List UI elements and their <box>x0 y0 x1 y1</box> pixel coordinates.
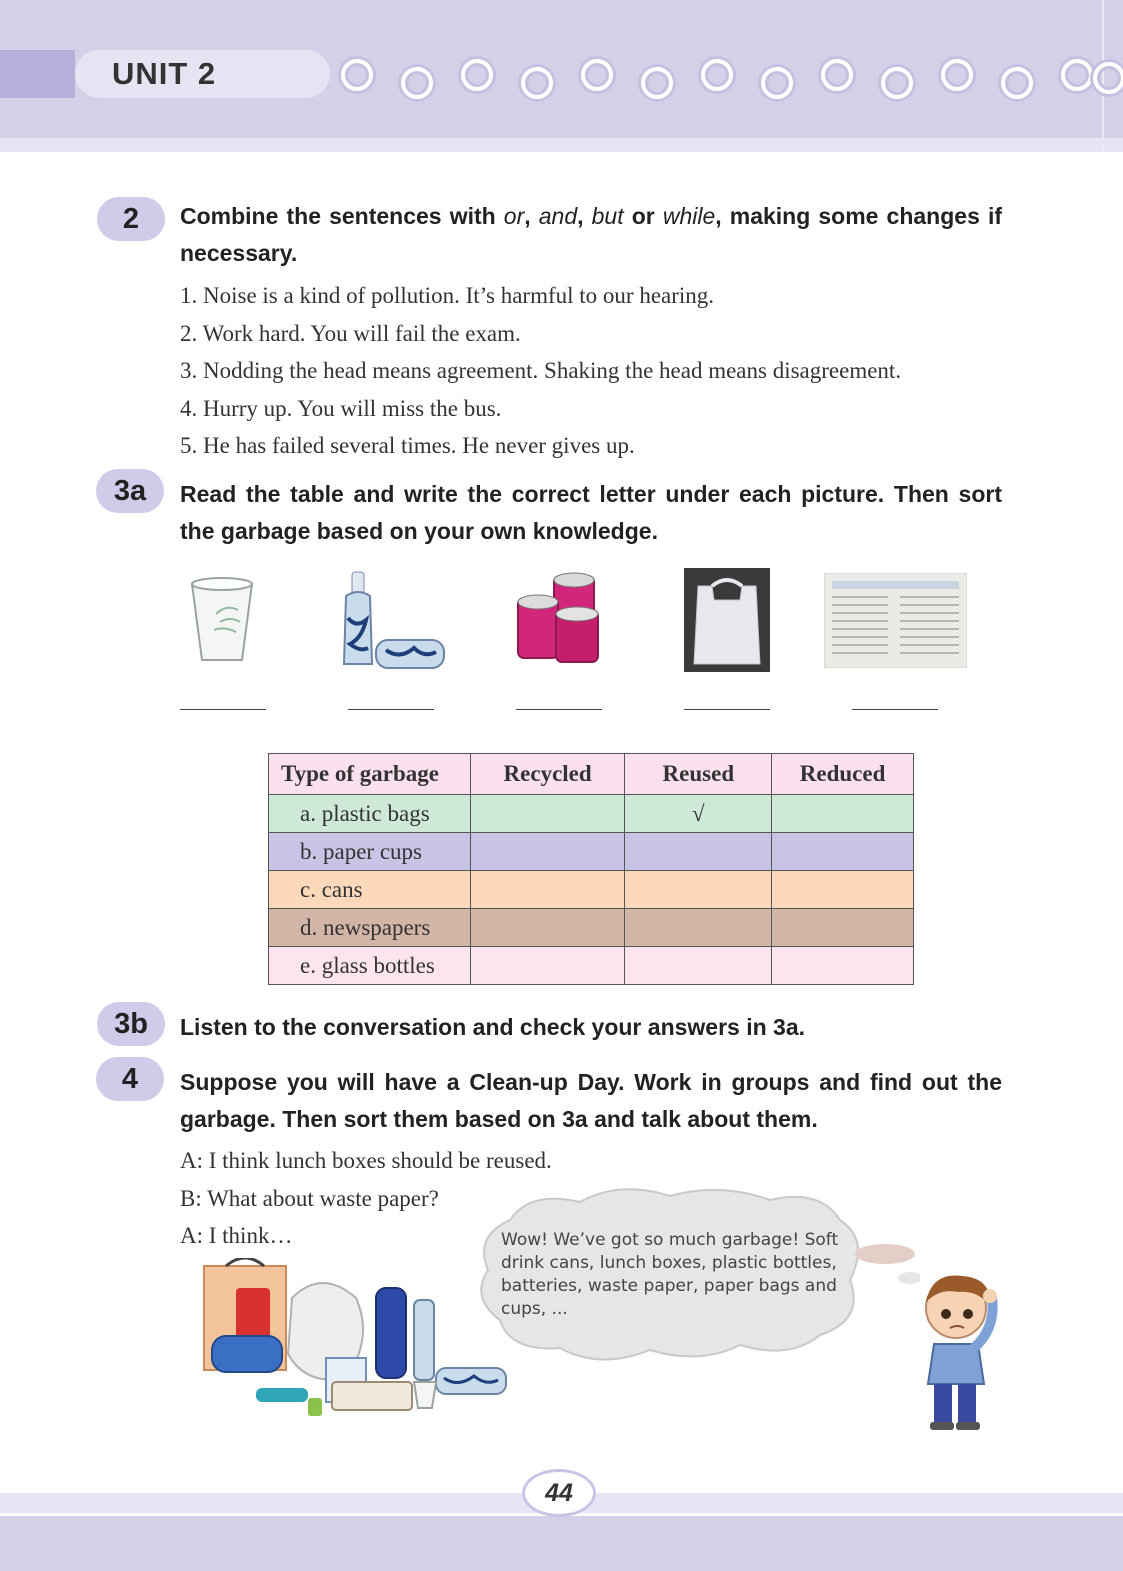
table-row <box>269 947 914 985</box>
ring-decoration <box>521 67 553 99</box>
header-reduced: Reduced <box>772 754 914 795</box>
ring-decoration <box>881 67 913 99</box>
garbage-type-cell: a. plastic bags <box>269 795 471 833</box>
recycled-cell[interactable] <box>470 833 625 871</box>
sentence-4: 4. Hurry up. You will miss the bus. <box>180 396 502 421</box>
exercise-number-3a: 3a <box>96 469 164 513</box>
dialog-line-3: A: I think… <box>180 1223 293 1248</box>
reduced-cell[interactable] <box>772 833 914 871</box>
ring-decoration <box>461 59 493 91</box>
dialog-line-2: B: What about waste paper? <box>180 1186 439 1211</box>
header-recycled: Recycled <box>470 754 625 795</box>
exercise-3a-instruction: Read the table and write the correct letter under each picture. Then sort the garbage based on your own knowledge. <box>180 481 1002 544</box>
speech-bubble-text: Wow! We’ve got so much garbage! Soft drink cans, lunch boxes, plastic bottles, batteries, waste paper, paper bags and cups, ... <box>501 1230 839 1319</box>
exercise-4-instruction: Suppose you will have a Clean-up Day. Work in groups and find out the garbage. Then sort them based on 3a and talk about them. <box>180 1069 1002 1132</box>
table-row <box>269 909 914 947</box>
answer-blank-1[interactable] <box>180 709 266 710</box>
ring-decoration <box>1093 62 1123 94</box>
exercise-3b-instruction: Listen to the conversation and check your answers in 3a. <box>180 1014 806 1040</box>
reused-cell[interactable] <box>625 947 772 985</box>
boy-illustration <box>912 1268 1008 1434</box>
plastic-bag-picture <box>684 568 770 672</box>
dialog-line-1: A: I think lunch boxes should be reused. <box>180 1148 552 1173</box>
footer-band <box>0 1516 1123 1571</box>
page-number: 44 <box>522 1469 596 1517</box>
table-row <box>269 833 914 871</box>
exercise-number-4: 4 <box>96 1057 164 1101</box>
ring-decoration <box>1061 59 1093 91</box>
sentence-3: 3. Nodding the head means agreement. Shaking the head means disagreement. <box>180 358 902 383</box>
sentence-1: 1. Noise is a kind of pollution. It’s harmful to our hearing. <box>180 283 715 308</box>
ring-decoration <box>641 67 673 99</box>
answer-blank-5[interactable] <box>852 709 938 710</box>
table-row <box>269 871 914 909</box>
answer-blank-4[interactable] <box>684 709 770 710</box>
glass-bottles-picture <box>336 568 448 674</box>
ring-decoration <box>341 59 373 91</box>
reused-cell[interactable]: √ <box>625 795 772 833</box>
reduced-cell[interactable] <box>772 947 914 985</box>
garbage-type-cell: c. cans <box>269 871 471 909</box>
ring-decoration <box>761 67 793 99</box>
reused-cell[interactable] <box>625 909 772 947</box>
recycled-cell[interactable] <box>470 909 625 947</box>
table-row <box>269 795 914 833</box>
garbage-table <box>268 753 914 985</box>
ring-decoration <box>701 59 733 91</box>
recycled-cell[interactable] <box>470 795 625 833</box>
ring-decoration <box>821 59 853 91</box>
ring-decoration <box>401 67 433 99</box>
sentence-2: 2. Work hard. You will fail the exam. <box>180 321 521 346</box>
exercise-2-instruction: Combine the sentences with or, and, but or while, making some changes if necessary. <box>180 203 1003 266</box>
garbage-type-cell: b. paper cups <box>269 833 471 871</box>
reduced-cell[interactable] <box>772 795 914 833</box>
header-type-of-garbage: Type of garbage <box>269 754 471 795</box>
answer-blank-2[interactable] <box>348 709 434 710</box>
paper-cup-picture <box>186 574 258 666</box>
recycled-cell[interactable] <box>470 947 625 985</box>
garbage-pile-illustration <box>196 1258 516 1418</box>
newspaper-picture <box>824 573 967 668</box>
cans-picture <box>510 570 610 670</box>
reused-cell[interactable] <box>625 833 772 871</box>
exercise-number-3b: 3b <box>97 1002 165 1046</box>
unit-tab <box>0 50 75 98</box>
reduced-cell[interactable] <box>772 909 914 947</box>
garbage-type-cell: d. newspapers <box>269 909 471 947</box>
garbage-type-cell: e. glass bottles <box>269 947 471 985</box>
header-stripe <box>0 138 1123 152</box>
exercise-number-2: 2 <box>97 197 165 241</box>
reduced-cell[interactable] <box>772 871 914 909</box>
ring-decoration <box>941 59 973 91</box>
unit-title: UNIT 2 <box>75 50 330 98</box>
table-header-row <box>269 754 914 795</box>
ring-decoration <box>581 59 613 91</box>
reused-cell[interactable] <box>625 871 772 909</box>
sentence-5: 5. He has failed several times. He never gives up. <box>180 433 635 458</box>
header-reused: Reused <box>625 754 772 795</box>
answer-blank-3[interactable] <box>516 709 602 710</box>
ring-decoration <box>1001 67 1033 99</box>
recycled-cell[interactable] <box>470 871 625 909</box>
